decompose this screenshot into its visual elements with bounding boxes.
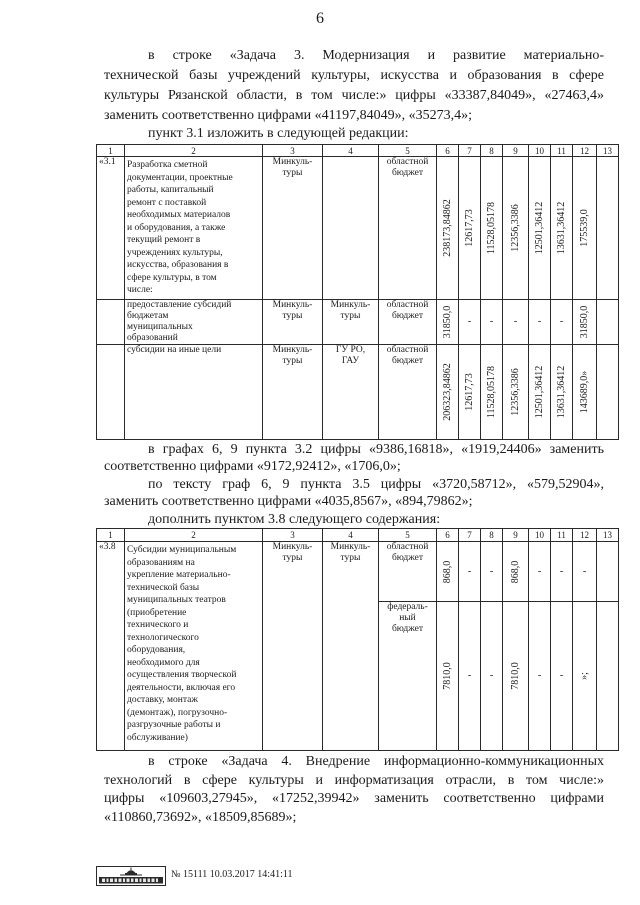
table-cell-col-5: областной бюджет [379,300,437,345]
table-cell-col-3: Минкуль- туры [263,157,323,300]
cell-value: - [489,316,494,327]
table-cell-col-7 [459,345,481,440]
table-cell-col-4: Минкуль- туры [323,300,379,345]
table-cell-col-7 [459,300,481,345]
table-row [97,157,619,300]
table-cell-col-8 [481,542,503,602]
cell-value: 175539,0 [578,209,590,247]
header-cell-col-10: 10 [529,145,551,157]
paragraph-task-4 [104,753,604,827]
registration-number: № 15111 10.03.2017 14:41:11 [171,869,293,880]
table-cell-col-6 [437,542,459,602]
header-cell-col-11: 11 [551,145,573,157]
table-cell-col-1: «3.8 [97,542,125,751]
table-cell-col-13 [597,300,619,345]
table-cell-col-2: Разработка сметной документации, проектные работы, капитальный ремонт с поставкой необходимых материалов и оборудования, а также текущий ремонт в учреждениях культуры, искусства, образования в сфере культуры, в том числе: [125,157,263,300]
registration-stamp-logo [96,866,166,886]
table-row [97,300,619,345]
budget-table [96,528,619,751]
cell-value: - [489,670,494,681]
cell-value: 31850,0 [441,305,453,339]
paragraph-amendments [104,441,604,528]
table-cell-col-6 [437,157,459,300]
table-cell-col-4 [323,157,379,300]
cell-value: 12617,73 [463,373,475,411]
header-cell-col-6: 6 [437,529,459,542]
cell-value: 868,0 [509,560,521,583]
cell-value: »; [578,672,590,680]
table-cell-col-2: Субсидии муниципальным образованиям на укрепление материально- технической базы муниципальных театров (приобретение технического и технологического оборудования, необходимого для осуществления творческой деятельности, включая его доставку, монтаж (демонтаж), погрузочно- разгрузочные работы и обслуживание) [125,542,263,751]
table-cell-col-8 [481,157,503,300]
header-cell-col-2: 2 [125,529,263,542]
header-cell-col-5: 5 [379,529,437,542]
table-cell-col-8 [481,300,503,345]
table-cell-col-11 [551,157,573,300]
header-cell-col-9: 9 [503,529,529,542]
header-cell-col-7: 7 [459,529,481,542]
table-cell-col-4: ГУ РО, ГАУ [323,345,379,440]
table-header-row [97,145,619,157]
header-cell-col-8: 8 [481,529,503,542]
table-cell-col-5: областной бюджет [379,157,437,300]
table-cell-col-8 [481,345,503,440]
header-cell-col-4: 4 [323,145,379,157]
cell-value: 13631,36412 [555,201,567,255]
table-cell-col-1: «3.1 [97,157,125,300]
table-cell-col-13 [597,345,619,440]
cell-value: - [513,316,518,327]
paragraph-line: в графах 6, 9 пункта 3.2 цифры «9386,16818», «1919,24406» заменить [148,442,604,457]
cell-value: 31850,0 [578,305,590,339]
cell-value: - [582,565,587,577]
paragraph-task-3 [104,46,604,126]
table-cell-col-12 [573,300,597,345]
cell-value: 12356,3386 [509,368,521,416]
cell-value: - [537,565,542,577]
cell-value: 238173,84862 [441,199,453,257]
cell-value: - [537,316,542,327]
paragraph-line: заменить соответственно цифрами «41197,84049», «35273,4»; [104,108,473,123]
cell-value: - [537,670,542,681]
table-cell-col-7 [459,157,481,300]
header-cell-col-10: 10 [529,529,551,542]
cell-value: 11528,05178 [485,201,497,255]
header-cell-col-8: 8 [481,145,503,157]
table-cell-col-9 [503,157,529,300]
table-cell-col-12 [573,345,597,440]
table-cell-col-12 [573,542,597,602]
table-cell-col-2: предоставление субсидий бюджетам муниципальных образований [125,300,263,345]
table-cell-col-11 [551,602,573,751]
table-cell-col-6 [437,345,459,440]
cell-value: 13631,36412 [555,365,567,419]
table-cell-col-1 [97,345,125,440]
paragraph-line: заменить соответственно цифрами «4035,8567», «894,79862»; [104,494,473,510]
header-cell-col-2: 2 [125,145,263,157]
cell-value: 12356,3386 [509,204,521,252]
paragraph-line: культуры Рязанской области, в том числе:» цифры «33387,84049», «27463,4» [104,88,604,103]
table-cell-col-5: областной бюджет [379,345,437,440]
table-cell-col-10 [529,602,551,751]
paragraph-item-3-1 [104,125,604,143]
table-cell-col-8 [481,602,503,751]
cell-value: - [467,316,472,327]
page-number: 6 [316,10,324,27]
cell-value: 7810,0 [509,662,521,690]
table-cell-col-12 [573,602,597,751]
header-cell-col-13: 13 [597,145,619,157]
table-cell-col-4: Минкуль- туры [323,542,379,751]
paragraph-line: по тексту граф 6, 9 пункта 3.5 цифры «3720,58712», «579,52904», [148,476,604,492]
header-cell-col-12: 12 [573,529,597,542]
table-cell-col-10 [529,300,551,345]
header-cell-col-1: 1 [97,529,125,542]
table-cell-col-6 [437,300,459,345]
paragraph-line: в строке «Задача 4. Внедрение информационно-коммуникационных [148,754,604,769]
cell-value: 7810,0 [441,662,453,690]
cell-value: - [467,565,472,577]
table-cell-col-12 [573,157,597,300]
header-cell-col-5: 5 [379,145,437,157]
paragraph-line: дополнить пунктом 3.8 следующего содержания: [148,511,441,527]
table-cell-col-3: Минкуль- туры [263,345,323,440]
header-cell-col-6: 6 [437,145,459,157]
table-cell-col-7 [459,602,481,751]
table-cell-col-13 [597,542,619,602]
cell-value: 12501,36412 [533,201,545,255]
table-cell-col-5: областной бюджет [379,542,437,602]
table-cell-col-11 [551,542,573,602]
paragraph-line: цифры «109603,27945», «17252,39942» заменить соответственно цифрами [104,791,604,806]
table-row [97,345,619,440]
table-cell-col-11 [551,300,573,345]
cell-value: 206323,84862 [441,363,453,421]
table-cell-col-13 [597,157,619,300]
paragraph-line: соответственно цифрами «9172,92412», «1706,0»; [104,459,401,475]
table-cell-col-10 [529,157,551,300]
table-header-row [97,529,619,542]
table-cell-col-3: Минкуль- туры [263,300,323,345]
table-cell-col-2: субсидии на иные цели [125,345,263,440]
budget-table [96,144,619,440]
cell-value: 12617,73 [463,209,475,247]
table-cell-col-10 [529,345,551,440]
cell-value: 11528,05178 [485,365,497,419]
header-cell-col-9: 9 [503,145,529,157]
table-cell-col-6 [437,602,459,751]
table-cell-col-9 [503,345,529,440]
paragraph-line: технологий в сфере культуры и информатизация отрасли, в том числе:» [104,772,604,788]
header-cell-col-4: 4 [323,529,379,542]
paragraph-line: пункт 3.1 изложить в следующей редакции: [148,126,409,141]
paragraph-line: технической базы учреждений культуры, искусства и образования в сфере [104,68,604,83]
cell-value: - [559,670,564,681]
table-cell-col-9 [503,602,529,751]
header-cell-col-3: 3 [263,145,323,157]
table-cell-col-7 [459,542,481,602]
cell-value: - [559,565,564,577]
table-cell-col-13 [597,602,619,751]
paragraph-line: в строке «Задача 3. Модернизация и развитие материально- [148,48,604,63]
table-item-3-8 [96,528,618,751]
header-cell-col-11: 11 [551,529,573,542]
header-cell-col-3: 3 [263,529,323,542]
table-cell-col-3: Минкуль- туры [263,542,323,751]
table-cell-col-9 [503,300,529,345]
cell-value: 868,0 [441,560,453,583]
table-cell-col-11 [551,345,573,440]
header-cell-col-12: 12 [573,145,597,157]
table-cell-col-1 [97,300,125,345]
cell-value: - [467,670,472,681]
table-cell-col-5: федераль- ный бюджет [379,602,437,751]
header-cell-col-1: 1 [97,145,125,157]
cell-value: - [559,316,564,327]
table-row [97,542,619,602]
header-cell-col-13: 13 [597,529,619,542]
cell-value: 12501,36412 [533,365,545,419]
cell-value: 143689,0» [578,370,590,414]
table-item-3-1 [96,144,618,440]
table-cell-col-9 [503,542,529,602]
table-cell-col-10 [529,542,551,602]
cell-value: - [489,565,494,577]
header-cell-col-7: 7 [459,145,481,157]
paragraph-line: «110860,73692», «18509,85689»; [104,809,297,825]
